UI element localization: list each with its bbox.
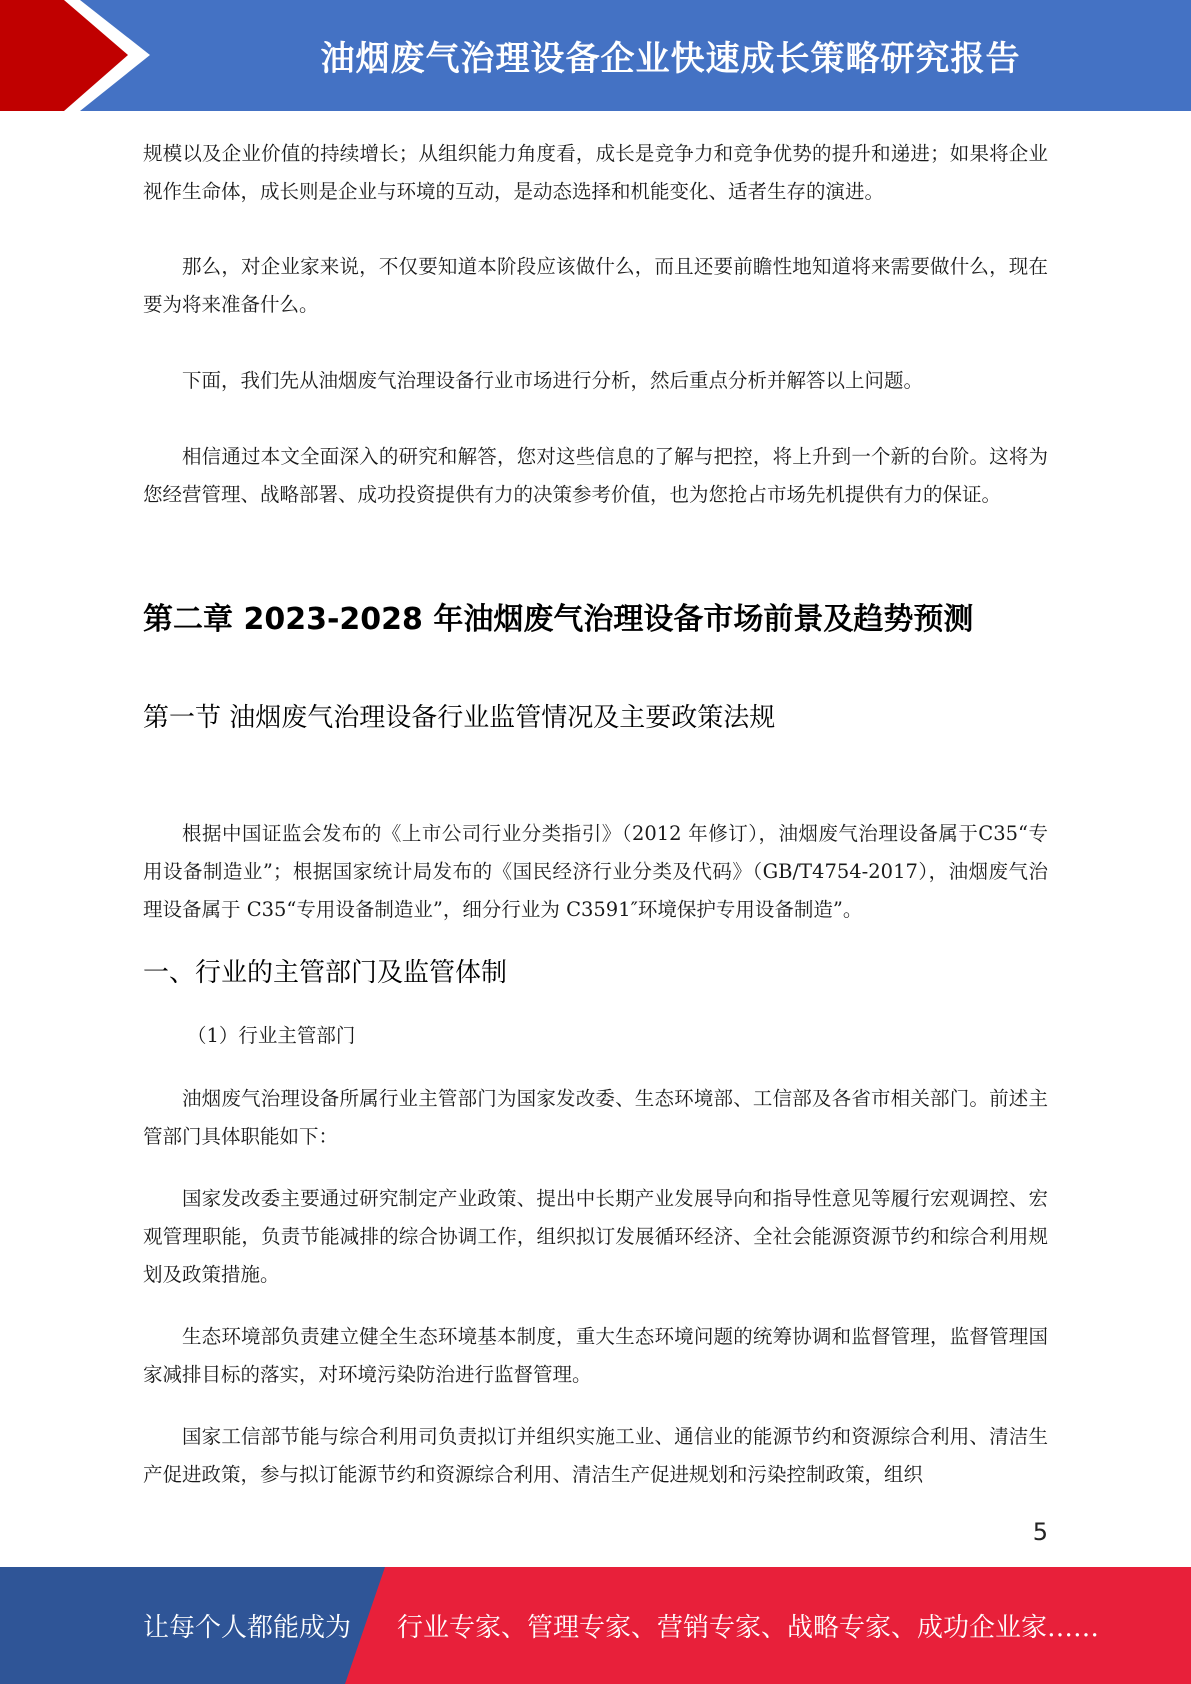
paragraph-authorities: 油烟废气治理设备所属行业主管部门为国家发改委、生态环境部、工信部及各省市相关部门。前述主管部门具体职能如下： (143, 1087, 1048, 1148)
paragraph-ndrc: 国家发改委主要通过研究制定产业政策、提出中长期产业发展导向和指导性意见等履行宏观调控、宏观管理职能，负责节能减排的综合协调工作，组织拟订发展循环经济、全社会能源资源节约和综合利用规划及政策措施。 (143, 1187, 1048, 1286)
report-title: 油烟废气治理设备企业快速成长策略研究报告 (320, 39, 1021, 79)
paragraph-analysis-intro: 下面，我们先从油烟废气治理设备行业市场进行分析，然后重点分析并解答以上问题。 (182, 369, 924, 392)
paragraph-classification: 根据中国证监会发布的《上市公司行业分类指引》（2012 年修订），油烟废气治理设备属于C35“专用设备制造业”；根据国家统计局发布的《国民经济行业分类及代码》（GB/T4754-2017），油烟废气治理设备属于 C35“专用设备制造业”，细分行业为 C3591″环境保护专用设备制造”。 (143, 822, 1048, 921)
paragraph-mee: 生态环境部负责建立健全生态环境基本制度，重大生态环境问题的统筹协调和监督管理，监督管理国家减排目标的落实，对环境污染防治进行监督管理。 (143, 1325, 1048, 1386)
footer-slogan-right: 行业专家、管理专家、营销专家、战略专家、成功企业家…… (397, 1613, 1100, 1643)
footer-slogan-left: 让每个人都能成为 (143, 1613, 352, 1643)
header-banner (0, 0, 1191, 111)
chapter-heading: 第二章 2023-2028 年油烟废气治理设备市场前景及趋势预测 (143, 602, 974, 637)
header-chevron-icon (0, 0, 150, 111)
page-number: 5 (1032, 1518, 1048, 1546)
footer-banner (0, 1567, 1191, 1684)
paragraph-authority-label: （1）行业主管部门 (187, 1024, 356, 1047)
paragraph-entrepreneur: 那么，对企业家来说，不仅要知道本阶段应该做什么，而且还要前瞻性地知道将来需要做什么，现在要为将来准备什么。 (143, 255, 1048, 316)
paragraph-growth: 规模以及企业价值的持续增长；从组织能力角度看，成长是竞争力和竞争优势的提升和递进；如果将企业视作生命体，成长则是企业与环境的互动，是动态选择和机能变化、适者生存的演进。 (143, 142, 1048, 203)
section-heading: 第一节 油烟废气治理设备行业监管情况及主要政策法规 (143, 703, 776, 733)
paragraph-miit: 国家工信部节能与综合利用司负责拟订并组织实施工业、通信业的能源节约和资源综合利用、清洁生产促进政策，参与拟订能源节约和资源综合利用、清洁生产促进规划和污染控制政策，组织 (143, 1425, 1048, 1486)
paragraph-value: 相信通过本文全面深入的研究和解答，您对这些信息的了解与把控，将上升到一个新的台阶。这将为您经营管理、战略部署、成功投资提供有力的决策参考价值，也为您抢占市场先机提供有力的保证。 (143, 445, 1048, 506)
subsection-heading: 一、行业的主管部门及监管体制 (143, 958, 508, 988)
